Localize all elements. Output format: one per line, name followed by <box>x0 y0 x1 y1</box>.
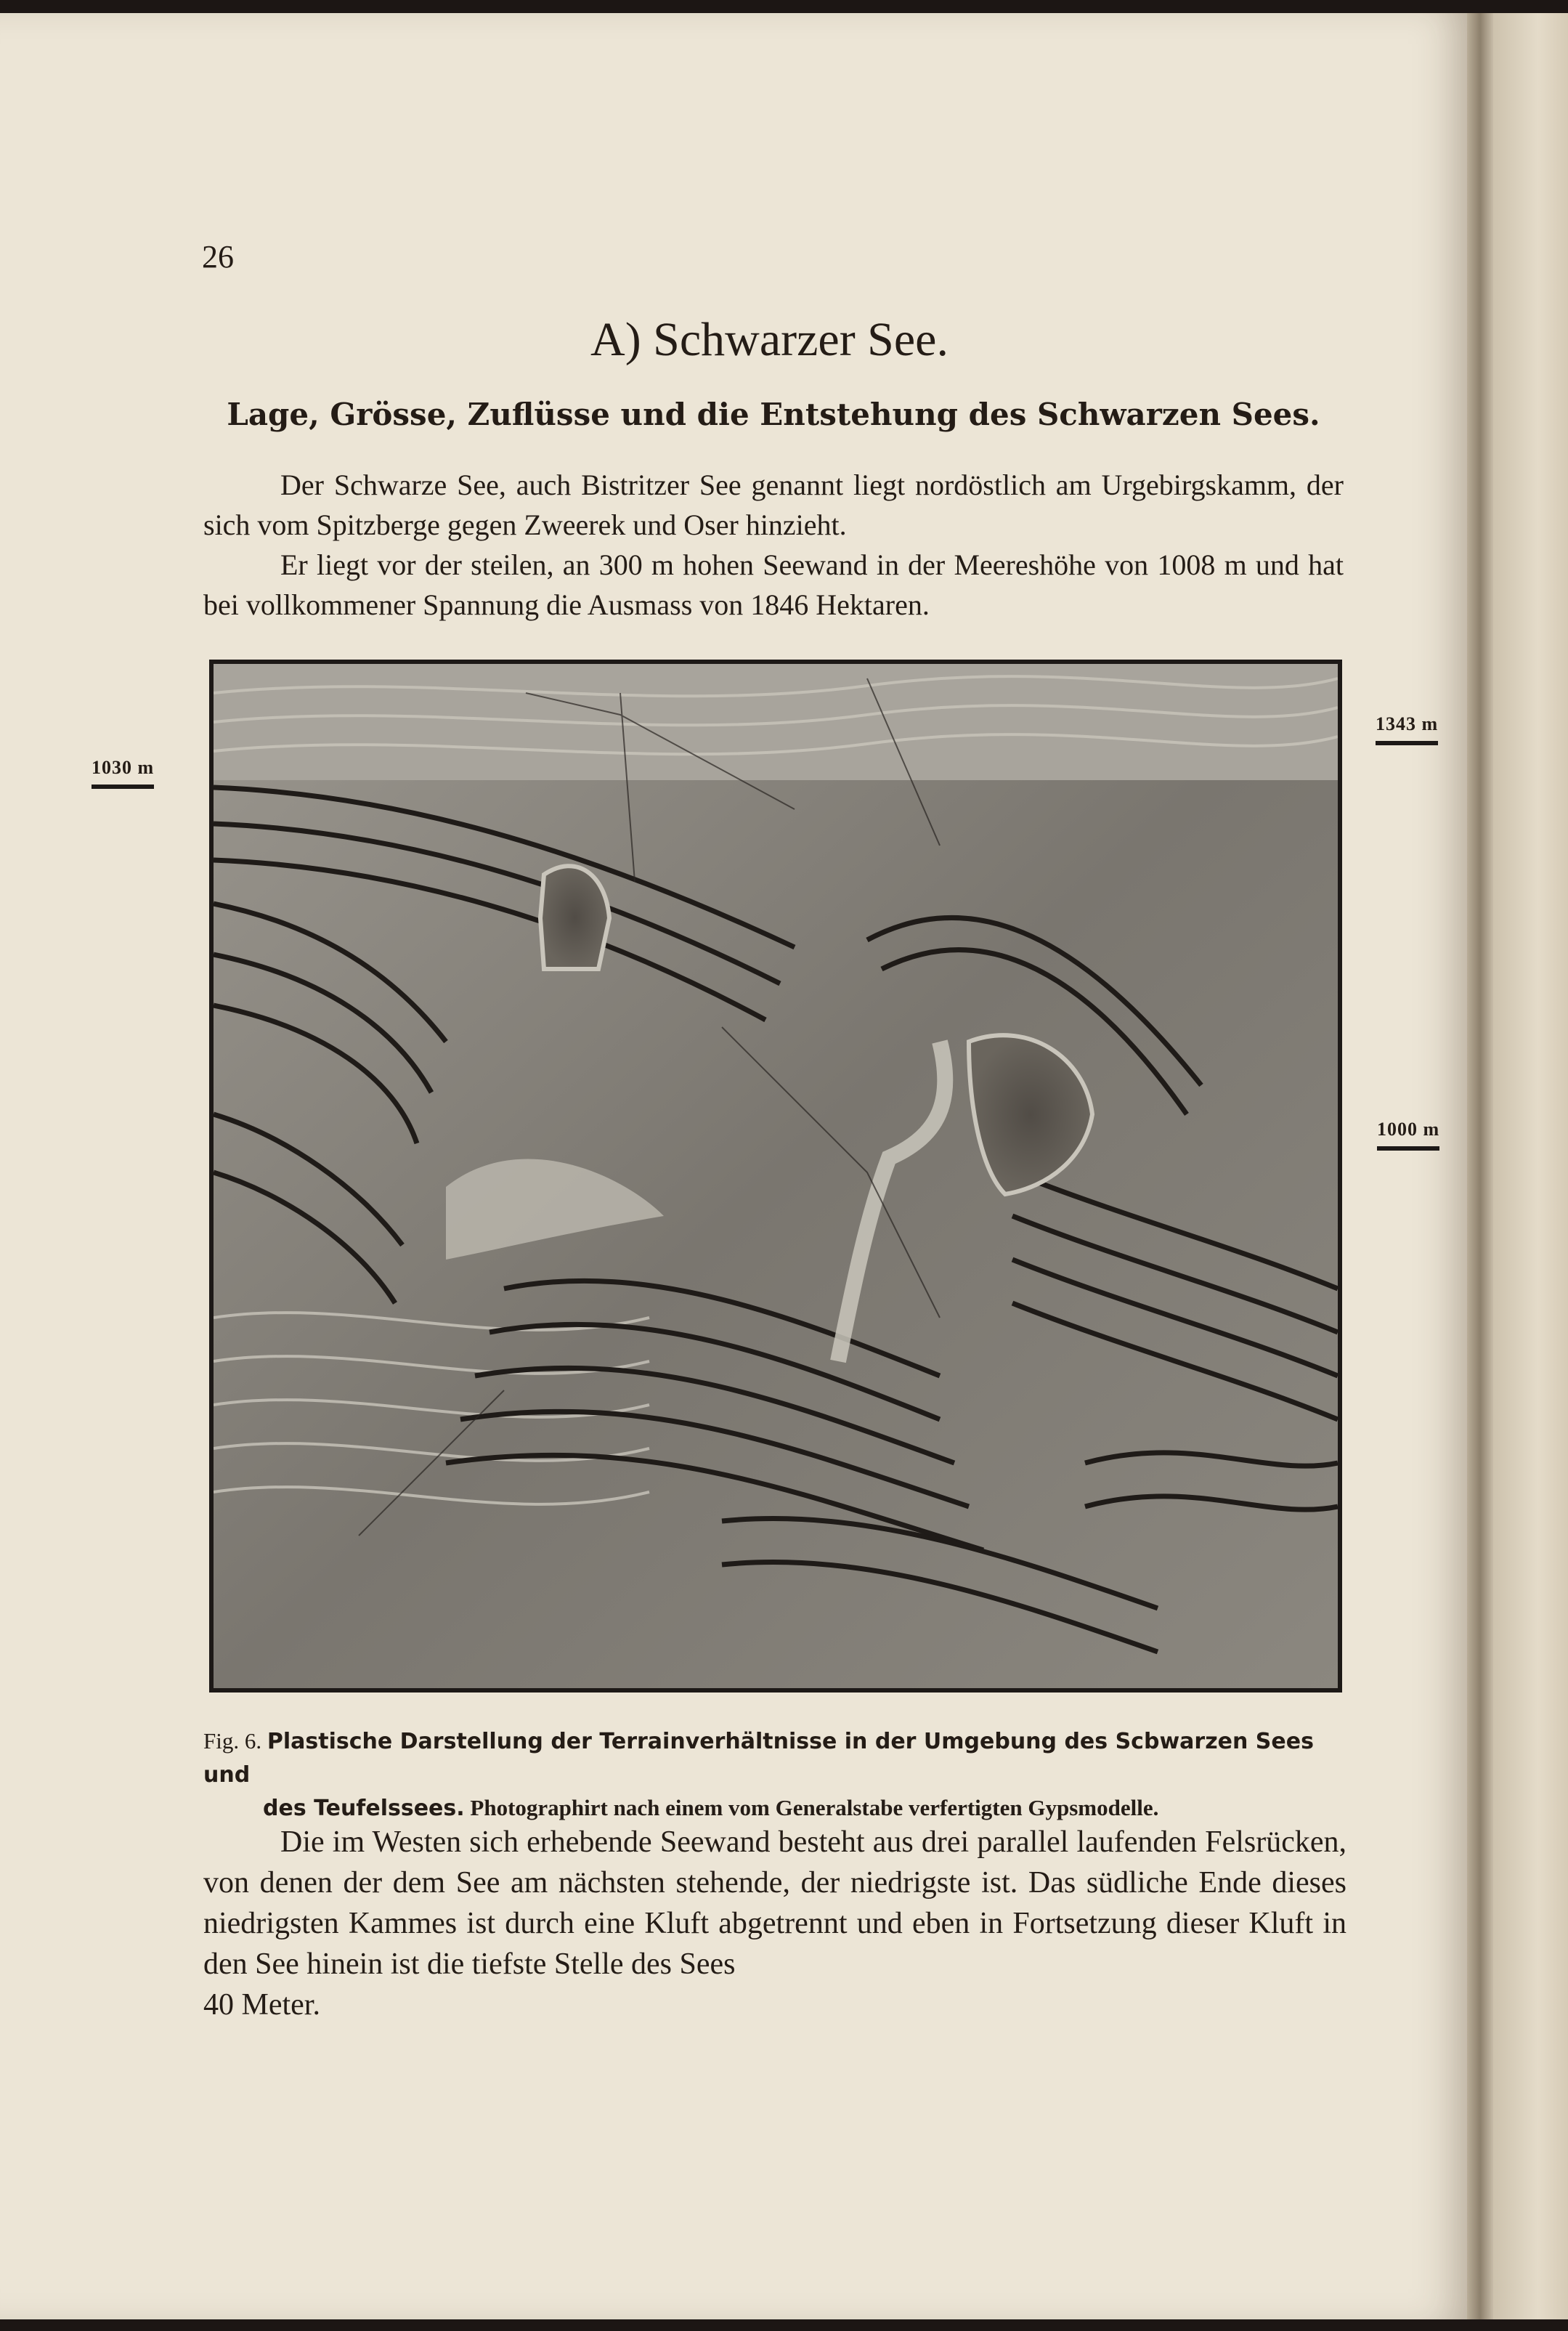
figure-caption <box>203 1724 1345 1825</box>
book-page <box>0 13 1467 2319</box>
caption-prefix: Fig. 6. <box>203 1728 262 1754</box>
caption-rest: Photographirt nach einem vom Generalstabe verfertigten Gypsmodelle. <box>470 1795 1159 1820</box>
elevation-marker-left: 1030 m <box>92 757 154 789</box>
terrain-relief-image <box>214 664 1338 1688</box>
adjacent-page-edge <box>1493 13 1568 2319</box>
book-spine <box>1467 13 1493 2319</box>
caption-bold-text-2: des Teufelssees. <box>263 1796 465 1821</box>
body-paragraph: Die im Westen sich erhebende Seewand besteht aus drei parallel laufenden Felsrücken, von denen der dem See am nächsten stehende, der niedrigste ist. Das südliche Ende dieses niedrigsten Kammes ist durch eine Kluft abgetrennt und eben in Fortsetzung dieser Kluft in den See hinein ist die tiefste Stelle des Sees <box>203 1825 1346 1981</box>
elevation-marker-top-right: 1343 m <box>1376 713 1438 745</box>
page-number: 26 <box>202 239 234 275</box>
section-heading-text: A) Schwarzer See. <box>590 313 948 366</box>
upper-lake <box>540 866 609 969</box>
relief-background <box>214 664 1338 1688</box>
intro-paragraph-2: Er liegt vor der steilen, an 300 m hohen Seewand in der Meereshöhe von 1008 m und hat bei vollkommener Spannung die Ausmass von 1846 Hektaren. <box>203 548 1344 621</box>
intro-text <box>203 465 1344 625</box>
terrain-relief-figure <box>209 660 1342 1692</box>
caption-line-2 <box>203 1791 1345 1825</box>
elevation-marker-mid-right: 1000 m <box>1377 1119 1439 1151</box>
body-paragraph-last-line: 40 Meter. <box>203 1988 320 2022</box>
caption-line-1 <box>203 1724 1345 1791</box>
section-heading <box>0 312 1568 368</box>
caption-bold-text: Plastische Darstellung der Terrainverhältnisse in der Umgebung des Scbwarzen Sees und <box>203 1729 1314 1788</box>
body-text <box>203 1822 1346 2025</box>
intro-paragraph-1: Der Schwarze See, auch Bistritzer See genannt liegt nordöstlich am Urgebirgskamm, der sich vom Spitzberge gegen Zweerek und Oser hinzieht. <box>203 469 1344 541</box>
subheading: Lage, Grösse, Zuflüsse und die Entstehung des Schwarzen Sees. <box>227 397 1320 432</box>
